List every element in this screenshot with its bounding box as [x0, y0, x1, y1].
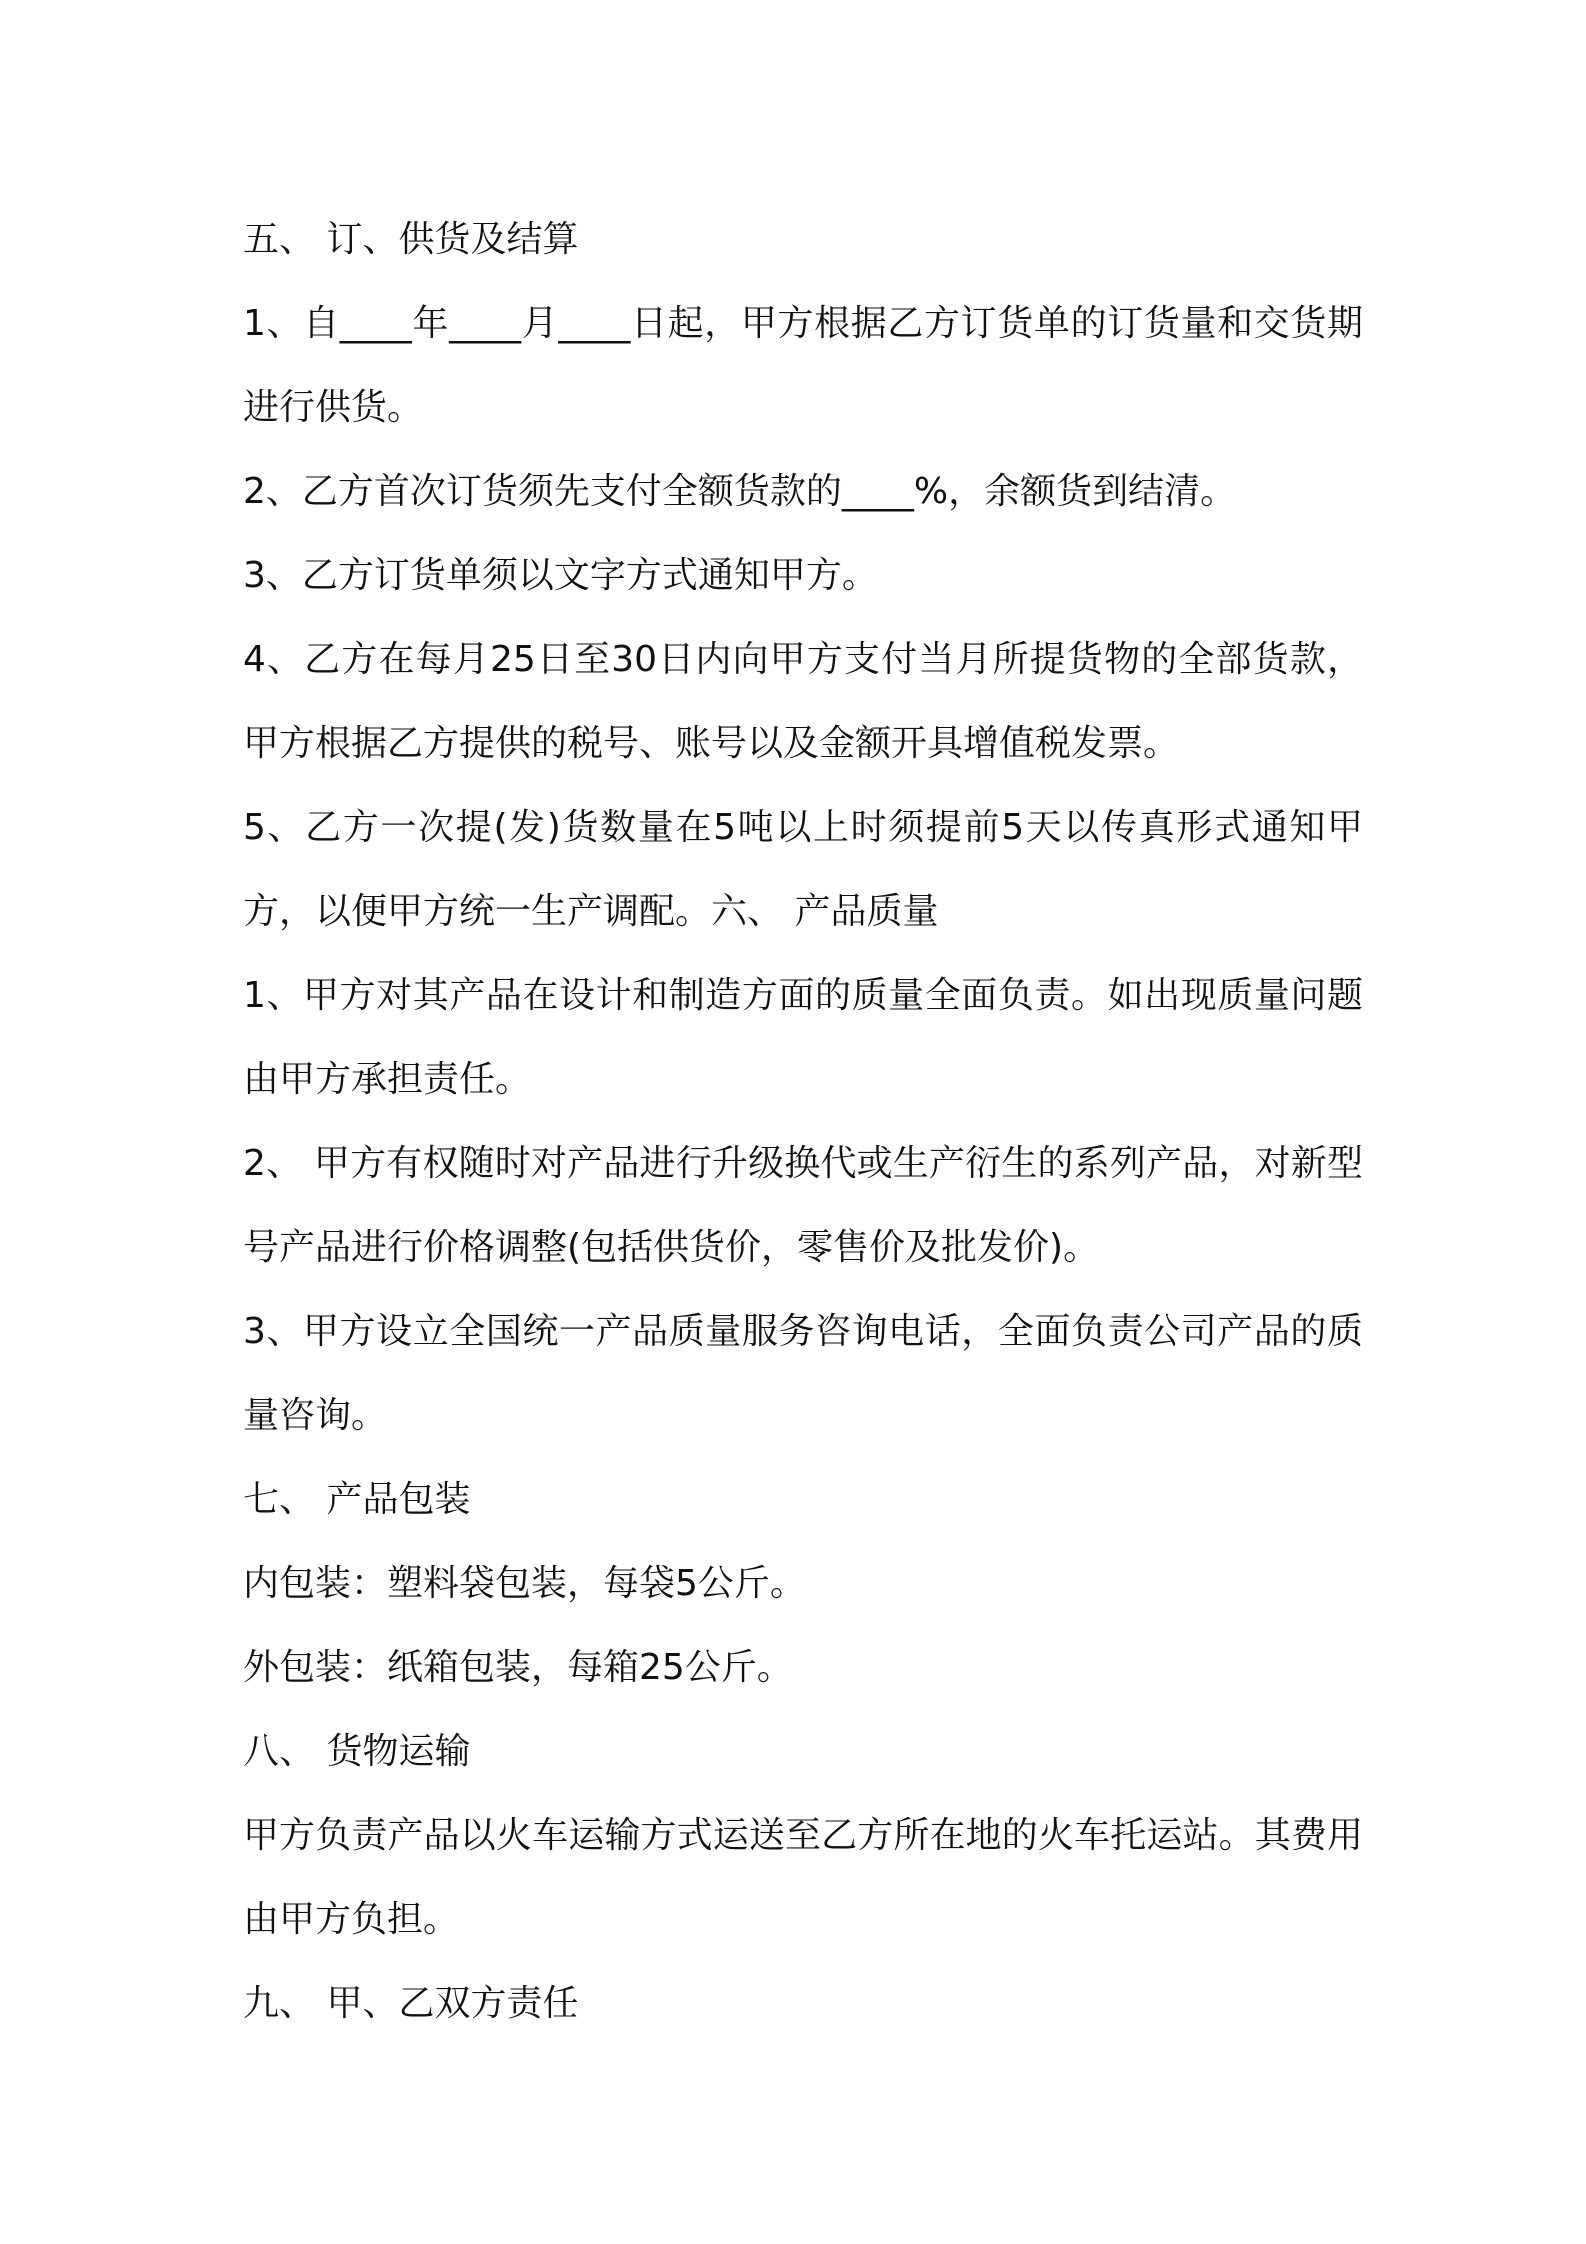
section-heading-5: 五、 订、供货及结算 — [243, 219, 579, 260]
clause-5-4: 4、乙方在每月25日至30日内向甲方支付当月所提货物的全部货款，甲方根据乙方提供的税号、账号以及金额开具增值税发票。 — [243, 639, 1363, 764]
clause-5-1: 1、自____年____月____日起，甲方根据乙方订货单的订货量和交货期进行供货。 — [243, 303, 1363, 428]
clause-6-1: 1、甲方对其产品在设计和制造方面的质量全面负责。如出现质量问题由甲方承担责任。 — [243, 975, 1363, 1100]
clause-6-2: 2、 甲方有权随时对产品进行升级换代或生产衍生的系列产品，对新型号产品进行价格调整(包括供货价，零售价及批发价)。 — [243, 1143, 1363, 1268]
clause-5-2: 2、乙方首次订货须先支付全额货款的____%，余额货到结清。 — [243, 471, 1237, 512]
clause-6-3: 3、甲方设立全国统一产品质量服务咨询电话，全面负责公司产品的质量咨询。 — [243, 1311, 1363, 1436]
transport-clause: 甲方负责产品以火车运输方式运送至乙方所在地的火车托运站。其费用由甲方负担。 — [243, 1815, 1363, 1940]
clause-5-5: 5、乙方一次提(发)货数量在5吨以上时须提前5天以传真形式通知甲方，以便甲方统一生产调配。六、 产品质量 — [243, 807, 1363, 932]
section-heading-8: 八、 货物运输 — [243, 1731, 471, 1772]
document-body — [243, 198, 1363, 2046]
section-heading-7: 七、 产品包装 — [243, 1479, 471, 1520]
inner-packaging: 内包装：塑料袋包装，每袋5公斤。 — [243, 1563, 806, 1604]
clause-5-3: 3、乙方订货单须以文字方式通知甲方。 — [243, 555, 878, 596]
section-heading-9: 九、 甲、乙双方责任 — [243, 1983, 579, 2024]
outer-packaging: 外包装：纸箱包装，每箱25公斤。 — [243, 1647, 793, 1688]
